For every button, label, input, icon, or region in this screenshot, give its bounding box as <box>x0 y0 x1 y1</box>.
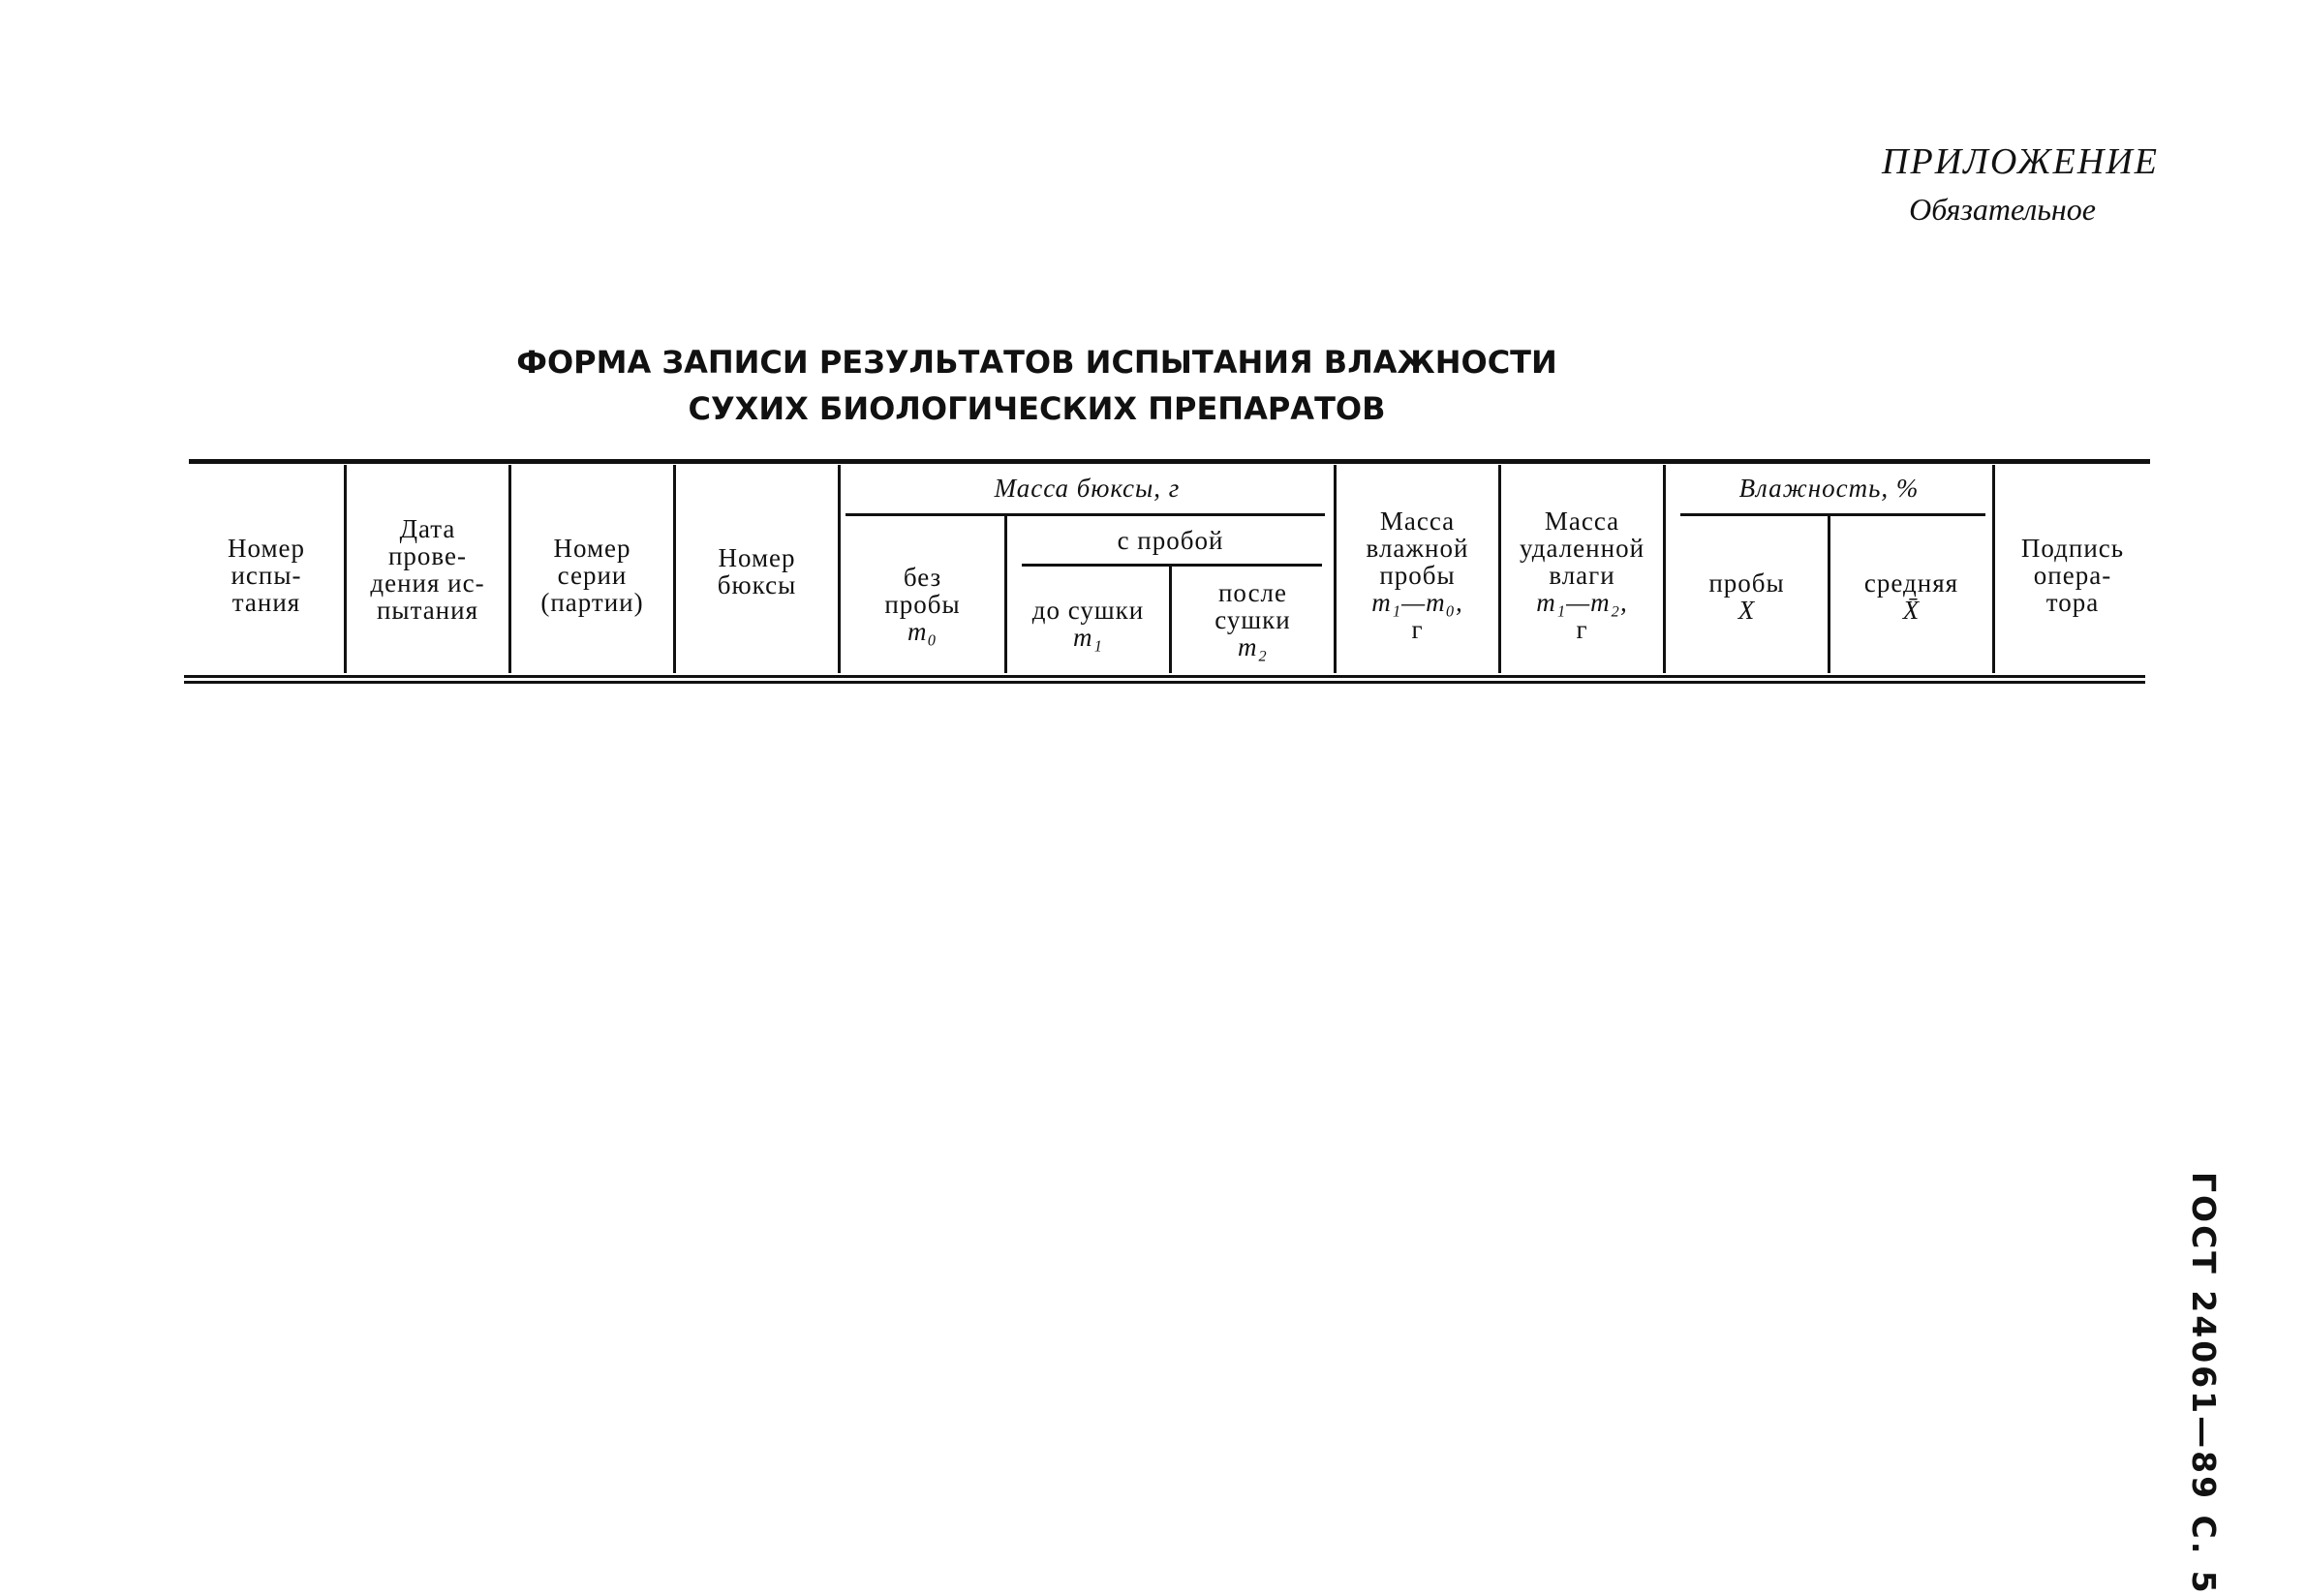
table-top-rule <box>189 459 2150 464</box>
heading-line-1: ФОРМА ЗАПИСИ РЕЗУЛЬТАТОВ ИСПЫТАНИЯ ВЛАЖНОСТИ <box>516 344 1557 381</box>
appendix-subtitle: Обязательное <box>1909 192 2096 227</box>
table-bottom-rule <box>184 675 2145 678</box>
header-after-drying: после сушки m₂ <box>1214 578 1291 661</box>
group-underline <box>1680 513 1985 516</box>
results-table <box>189 465 2150 673</box>
header-test-date: Дата прове- дения ис- пытания <box>370 514 485 625</box>
form-heading <box>0 339 2306 432</box>
header-without-sample: без пробы m₀ <box>884 563 961 646</box>
header-removed-moisture-mass: Масса удаленной влаги m₁—m₂, г <box>1519 506 1645 644</box>
header-with-sample-group: с пробой <box>1117 526 1224 555</box>
header-sample-x: пробы X <box>1708 568 1785 625</box>
heading-line-2: СУХИХ БИОЛОГИЧЕСКИХ ПРЕПАРАТОВ <box>688 390 1386 427</box>
appendix-block <box>1882 136 2159 230</box>
header-series-number: Номер серии (партии) <box>540 534 644 617</box>
header-before-drying: до сушки m₁ <box>1031 596 1145 652</box>
group-underline <box>1022 564 1322 567</box>
header-test-number: Номер испы- тания <box>227 534 306 617</box>
header-bux-number: Номер бюксы <box>717 543 797 599</box>
header-operator-signature: Подпись опера- тора <box>2020 534 2125 617</box>
header-wet-sample-mass: Масса влажной пробы m₁—m₀, г <box>1366 506 1469 644</box>
group-underline <box>846 513 1325 516</box>
appendix-title: ПРИЛОЖЕНИЕ <box>1882 141 2159 182</box>
gost-page-label: ГОСТ 24061—89 С. 5 <box>2185 1172 2223 1596</box>
header-humidity-group: Влажность, % <box>1738 474 1920 503</box>
header-bux-mass-group: Масса бюксы, г <box>994 474 1181 503</box>
header-average-x: средняя X̄ <box>1863 568 1959 625</box>
table-bottom-rule <box>184 681 2145 684</box>
